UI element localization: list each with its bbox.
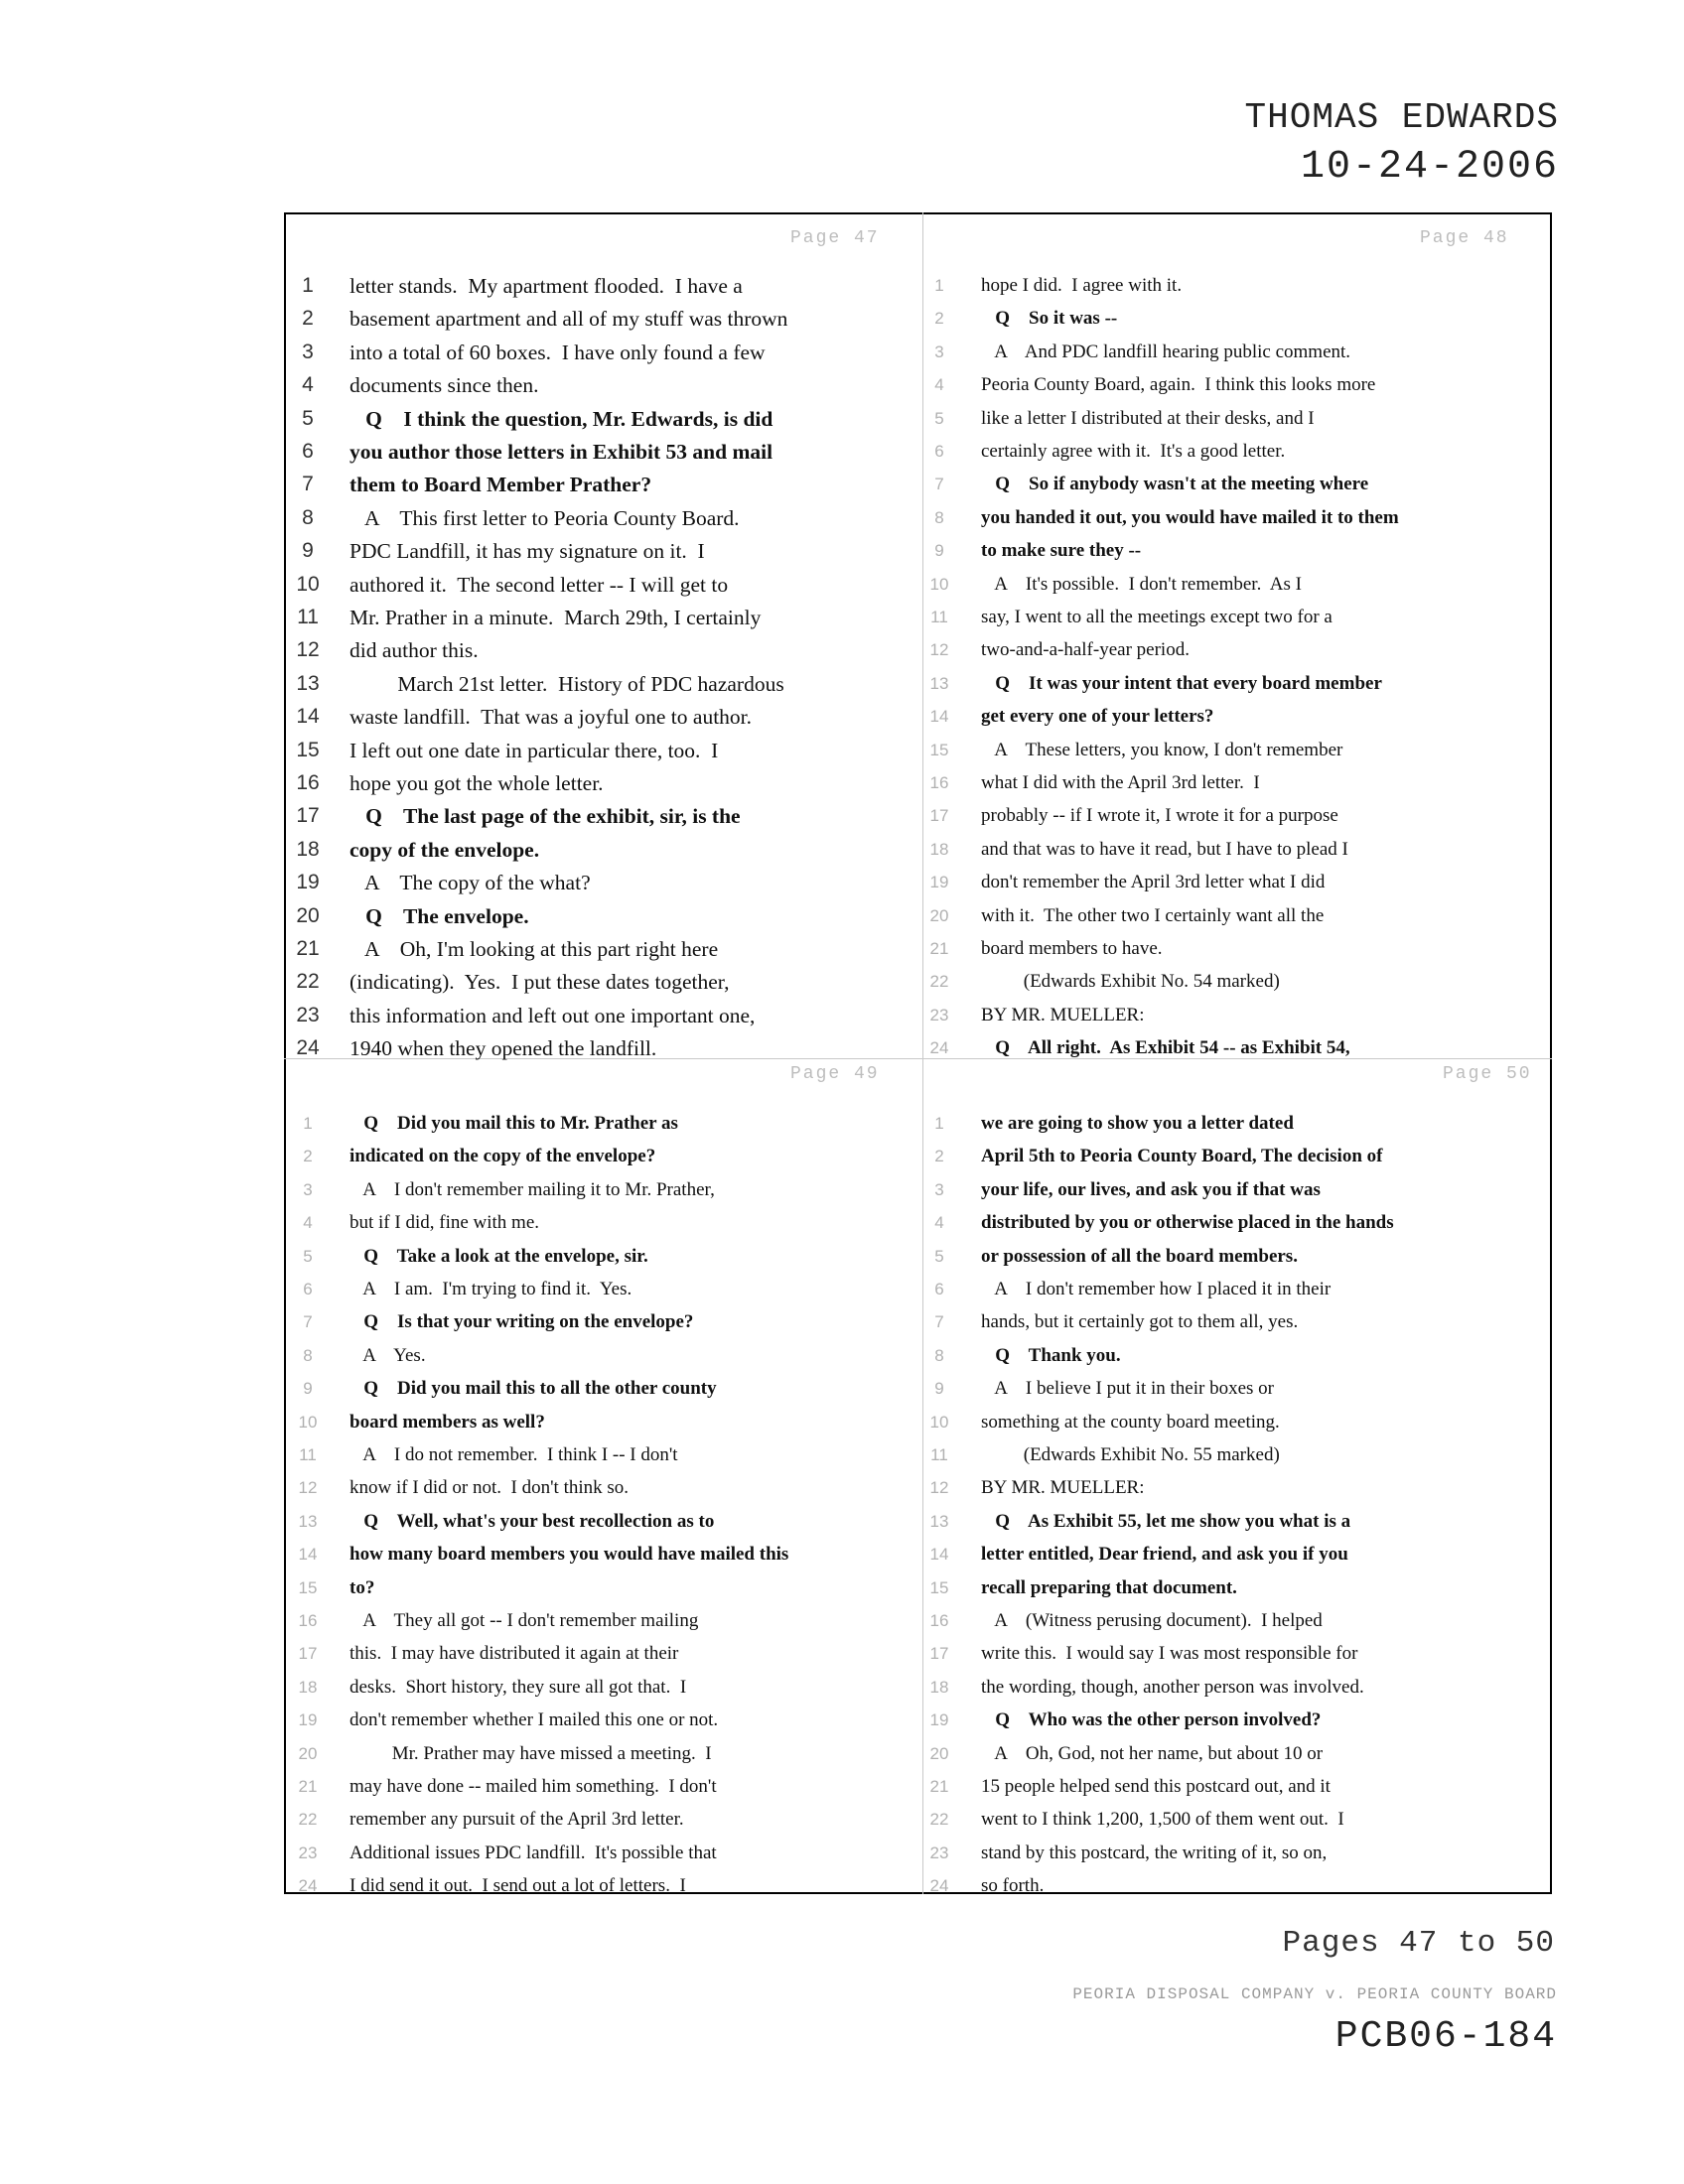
line-number: 4 [302,373,314,397]
line-text: say, I went to all the meetings except two for a [981,607,1333,627]
line-number: 2 [934,309,944,329]
line-text: Q Is that your writing on the envelope? [350,1311,694,1333]
line-text: recall preparing that document. [981,1576,1237,1598]
line-number: 6 [303,1280,313,1298]
line-text: hope you got the whole letter. [350,771,604,795]
line-number: 11 [297,606,319,628]
line-text: certainly agree with it. It's a good letter. [981,441,1286,462]
line-text: Q The last page of the exhibit, sir, is the [350,804,741,829]
line-number: 7 [934,475,944,494]
line-number: 19 [296,871,320,894]
line-text: and that was to have it read, but I have to plead I [981,838,1348,860]
line-text: write this. I would say I was most responsible for [981,1643,1358,1665]
line-text: A These letters, you know, I don't remember [981,739,1343,760]
line-text: may have done -- mailed him something. I don't [350,1776,717,1797]
line-number: 9 [934,541,944,561]
line-number: 10 [298,1412,318,1432]
line-text: waste landfill. That was a joyful one to author. [350,705,753,730]
line-number: 3 [303,1179,313,1199]
line-text: A The copy of the what? [350,871,591,895]
line-text: documents since then. [350,373,539,398]
line-number: 3 [934,1179,944,1199]
line-text: BY MR. MUELLER: [981,1004,1145,1025]
line-text: A I believe I put it in their boxes or [981,1378,1274,1400]
line-number: 20 [929,905,949,925]
line-number: 7 [302,473,314,496]
line-number: 12 [296,638,320,662]
line-number: 10 [929,1412,949,1432]
line-number: 16 [929,773,949,792]
line-text: the wording, though, another person was involved. [981,1676,1364,1698]
line-text: Q So if anybody wasn't at the meeting where [981,474,1369,495]
line-text: BY MR. MUELLER: [981,1477,1145,1499]
line-text: A I am. I'm trying to find it. Yes. [350,1279,632,1299]
line-number: 13 [296,671,320,695]
line-text: Q Who was the other person involved? [981,1709,1322,1731]
line-text: we are going to show you a letter dated [981,1113,1294,1134]
pages-range: Pages 47 to 50 [1282,1926,1555,1961]
line-number: 18 [929,839,949,859]
line-text: A (Witness perusing document). I helped [981,1610,1323,1631]
line-text: know if I did or not. I don't think so. [350,1477,630,1499]
line-number: 22 [296,970,320,994]
line-number: 23 [929,1843,949,1862]
line-text: Q Well, what's your best recollection as to [350,1510,715,1532]
line-number: 11 [930,608,948,626]
line-text: board members to have. [981,938,1163,959]
line-text: this information and left out one important one, [350,1003,756,1027]
line-text: A They all got -- I don't remember mailing [350,1610,699,1631]
line-number: 8 [303,1345,313,1365]
line-text: hands, but it certainly got to them all, yes. [981,1311,1299,1333]
line-number: 23 [929,1005,949,1024]
line-text: 15 people helped send this postcard out, and it [981,1776,1331,1797]
line-number: 6 [934,442,944,461]
page-label: Page 48 [1420,228,1509,248]
line-text: probably -- if I wrote it, I wrote it for a purpose [981,805,1338,827]
line-text: A I don't remember mailing it to Mr. Prather, [350,1178,715,1200]
line-number: 16 [298,1611,318,1630]
line-text: with it. The other two I certainly want all the [981,904,1325,926]
line-text: A Yes. [350,1344,426,1366]
line-number: 8 [302,505,314,529]
line-number: 4 [934,375,944,395]
line-number: 5 [934,1246,944,1266]
line-text: authored it. The second letter -- I will get to [350,572,729,597]
line-text: Q It was your intent that every board member [981,672,1382,694]
line-text: Mr. Prather may have missed a meeting. I [350,1742,712,1764]
line-number: 1 [934,276,944,295]
line-number: 18 [296,837,320,861]
line-number: 1 [934,1114,944,1133]
line-number: 15 [929,740,949,759]
line-number: 2 [934,1147,944,1166]
line-number: 13 [298,1511,318,1531]
line-number: 4 [934,1213,944,1233]
case-name: PEORIA DISPOSAL COMPANY v. PEORIA COUNTY BOARD [1072,1985,1557,2003]
line-text: Q Did you mail this to Mr. Prather as [350,1113,678,1134]
line-text: copy of the envelope. [350,837,540,862]
line-text: A It's possible. I don't remember. As I [981,573,1302,595]
line-text: like a letter I distributed at their desks, and I [981,407,1315,429]
line-text: Q All right. As Exhibit 54 -- as Exhibit 54, [981,1037,1350,1059]
line-number: 8 [934,1345,944,1365]
line-number: 13 [929,1511,949,1531]
line-number: 7 [303,1312,313,1332]
line-text: Q As Exhibit 55, let me show you what is a [981,1510,1351,1532]
line-text: 1940 when they opened the landfill. [350,1036,657,1061]
line-number: 3 [302,340,314,363]
page-label: Page 47 [790,228,880,248]
line-number: 3 [934,341,944,361]
line-number: 14 [929,1545,949,1565]
line-number: 12 [929,640,949,660]
line-text: what I did with the April 3rd letter. I [981,772,1260,793]
line-number: 24 [296,1036,320,1060]
line-number: 6 [302,440,314,463]
line-number: 14 [929,707,949,727]
page-label: Page 49 [790,1064,880,1084]
line-text: hope I did. I agree with it. [981,275,1183,296]
line-text: something at the county board meeting. [981,1411,1280,1433]
line-number: 11 [930,1445,948,1464]
line-number: 17 [296,804,320,828]
line-number: 21 [296,937,320,960]
line-text: Mr. Prather in a minute. March 29th, I certainly [350,606,762,629]
line-number: 10 [929,574,949,594]
line-number: 9 [302,539,314,563]
deposition-date: 10-24-2006 [1300,145,1559,190]
line-number: 23 [298,1843,318,1862]
line-text: A This first letter to Peoria County Board. [350,505,740,530]
line-number: 24 [298,1876,318,1896]
line-text: A Oh, I'm looking at this part right here [350,937,719,961]
line-number: 17 [298,1644,318,1664]
line-text: remember any pursuit of the April 3rd letter. [350,1809,684,1831]
line-number: 21 [929,1777,949,1796]
line-text: them to Board Member Prather? [350,473,652,497]
line-number: 1 [302,274,314,297]
line-number: 15 [298,1577,318,1597]
line-text: April 5th to Peoria County Board, The decision of [981,1146,1383,1167]
line-text: (Edwards Exhibit No. 54 marked) [981,971,1280,993]
line-text: board members as well? [350,1411,545,1433]
line-number: 21 [929,939,949,958]
line-number: 15 [296,738,320,761]
line-text: Peoria County Board, again. I think this looks more [981,374,1376,396]
line-text: so forth. [981,1875,1045,1897]
line-text: Additional issues PDC landfill. It's possible that [350,1842,717,1863]
line-text: Q Thank you. [981,1344,1121,1366]
line-text: or possession of all the board members. [981,1245,1298,1267]
line-number: 11 [299,1445,317,1464]
line-number: 6 [934,1280,944,1298]
line-text: don't remember whether I mailed this one or not. [350,1709,719,1731]
line-text: I did send it out. I send out a lot of letters. I [350,1875,686,1897]
line-text: to? [350,1576,375,1598]
line-text: you author those letters in Exhibit 53 and mail [350,440,773,464]
line-text: how many board members you would have mailed this [350,1544,789,1566]
line-number: 20 [929,1743,949,1763]
line-text: (Edwards Exhibit No. 55 marked) [981,1444,1280,1465]
line-number: 18 [298,1677,318,1697]
line-number: 22 [929,972,949,992]
line-number: 20 [296,903,320,927]
line-number: 5 [303,1246,313,1266]
line-text: but if I did, fine with me. [350,1212,540,1234]
line-number: 4 [303,1213,313,1233]
line-number: 13 [929,673,949,693]
line-number: 5 [934,408,944,428]
line-text: Q The envelope. [350,903,529,928]
line-number: 16 [296,771,320,794]
line-text: indicated on the copy of the envelope? [350,1146,656,1167]
line-text: two-and-a-half-year period. [981,639,1190,661]
line-text: Q I think the question, Mr. Edwards, is did [350,406,773,431]
line-text: went to I think 1,200, 1,500 of them went out. I [981,1809,1344,1831]
line-text: I left out one date in particular there, too. I [350,738,719,762]
line-text: this. I may have distributed it again at their [350,1643,679,1665]
line-number: 16 [929,1611,949,1630]
line-number: 2 [303,1147,313,1166]
line-number: 7 [934,1312,944,1332]
line-text: basement apartment and all of my stuff was thrown [350,307,788,332]
line-number: 22 [298,1810,318,1830]
line-text: A I don't remember how I placed it in their [981,1279,1332,1299]
line-number: 9 [934,1379,944,1399]
line-text: distributed by you or otherwise placed in the hands [981,1212,1394,1234]
line-number: 2 [302,307,314,331]
case-number: PCB06-184 [1334,2015,1557,2058]
line-number: 24 [929,1876,949,1896]
line-text: PDC Landfill, it has my signature on it. I [350,539,705,564]
line-number: 12 [298,1478,318,1498]
line-number: 10 [296,572,320,596]
line-number: 1 [303,1114,313,1133]
line-number: 18 [929,1677,949,1697]
line-number: 19 [298,1710,318,1730]
line-number: 14 [296,705,320,729]
witness-name: THOMAS EDWARDS [1244,97,1559,138]
line-text: Q So it was -- [981,308,1118,330]
line-number: 9 [303,1379,313,1399]
line-number: 23 [296,1003,320,1026]
line-text: your life, our lives, and ask you if that was [981,1178,1321,1200]
line-number: 17 [929,806,949,826]
line-number: 20 [298,1743,318,1763]
line-number: 19 [929,1710,949,1730]
line-number: 17 [929,1644,949,1664]
line-text: desks. Short history, they sure all got that. I [350,1676,687,1698]
line-text: letter stands. My apartment flooded. I have a [350,274,743,298]
line-text: March 21st letter. History of PDC hazardous [350,671,784,696]
line-text: get every one of your letters? [981,706,1214,728]
line-text: to make sure they -- [981,540,1142,562]
line-text: A And PDC landfill hearing public comment. [981,341,1351,362]
line-text: did author this. [350,638,479,663]
line-text: Q Did you mail this to all the other county [350,1378,717,1400]
line-text: (indicating). Yes. I put these dates together, [350,970,730,995]
line-text: letter entitled, Dear friend, and ask you if you [981,1544,1348,1566]
line-text: stand by this postcard, the writing of it, so on, [981,1842,1328,1863]
line-text: you handed it out, you would have mailed it to them [981,506,1399,528]
line-text: don't remember the April 3rd letter what I did [981,872,1326,893]
line-number: 24 [929,1038,949,1058]
line-number: 14 [298,1545,318,1565]
line-number: 22 [929,1810,949,1830]
line-text: into a total of 60 boxes. I have only found a few [350,340,766,364]
line-number: 12 [929,1478,949,1498]
line-text: Q Take a look at the envelope, sir. [350,1245,648,1267]
page-label: Page 50 [1443,1064,1532,1084]
line-number: 8 [934,507,944,527]
line-text: A I do not remember. I think I -- I don't [350,1444,678,1465]
line-number: 21 [298,1777,318,1796]
line-number: 15 [929,1577,949,1597]
line-number: 5 [302,406,314,430]
line-text: A Oh, God, not her name, but about 10 or [981,1742,1324,1764]
line-number: 19 [929,873,949,892]
